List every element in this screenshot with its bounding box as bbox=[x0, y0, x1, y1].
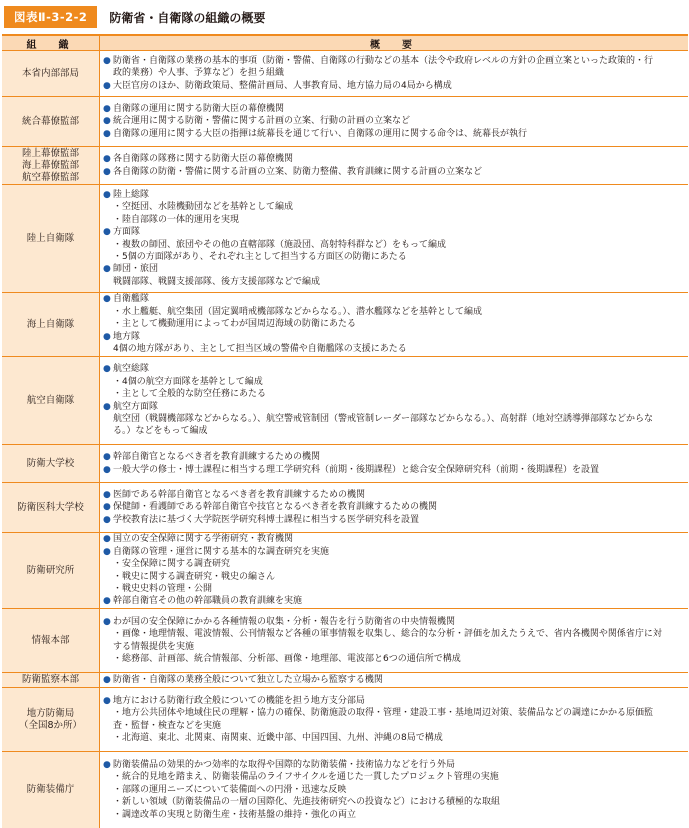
bullet-icon: ● bbox=[103, 489, 111, 500]
bullet-icon: ● bbox=[103, 674, 111, 685]
organization-cell bbox=[2, 673, 100, 687]
bullet-item bbox=[103, 80, 684, 92]
bullet-text: 各自衛隊の防衛・警備に関する計画の立案、防衛力整備、教育訓練に関する計画の立案など bbox=[113, 166, 483, 177]
bullet-text: 航空総隊 bbox=[113, 364, 150, 375]
organization-cell bbox=[2, 483, 100, 532]
organization-cell bbox=[2, 688, 100, 751]
bullet-text: 自衛隊の運用に関する大臣の指揮は統幕長を通じて行い、自衛隊の運用に関する命令は、統幕長が執行 bbox=[113, 128, 528, 139]
bullet-text: 防衛省・自衛隊の業務の基本的事項（防衛・警備、自衛隊の行動などの基本（法令や政府レベルの方針の企画立案といった政策的・行 bbox=[113, 55, 654, 66]
bullet-text: 保健師・看護師である幹部自衛官や技官となるべき者を教育訓練するための機関 bbox=[113, 502, 438, 513]
organization-name: 防衛研究所 bbox=[26, 564, 75, 576]
overview-cell bbox=[100, 185, 688, 292]
overview-cell bbox=[100, 97, 688, 146]
bullet-icon: ● bbox=[103, 103, 111, 114]
bullet-item bbox=[103, 451, 684, 463]
organization-name: 防衛大学校 bbox=[26, 457, 75, 469]
bullet-text: 一般大学の修士・博士課程に相当する理工学研究科（前期・後期課程）と総合安全保障研究科（前期・後期課程）を設置 bbox=[113, 464, 600, 475]
sub-item: ・安全保障に関する調査研究 bbox=[113, 559, 231, 570]
table-row bbox=[2, 357, 688, 445]
overview-cell bbox=[100, 673, 688, 687]
organization-cell bbox=[2, 51, 100, 96]
organization-cell bbox=[2, 97, 100, 146]
bullet-text: 師団・旅団 bbox=[113, 264, 159, 275]
organization-name: 航空自衛隊 bbox=[26, 394, 75, 406]
bullet-text: 学校教育法に基づく大学院医学研究科博士課程に相当する医学研究科を設置 bbox=[113, 514, 420, 525]
continuation-text: る。）などをもって編成 bbox=[113, 426, 208, 437]
bullet-item bbox=[103, 674, 684, 686]
bullet-icon: ● bbox=[103, 166, 111, 177]
organization-name: 統合幕僚監部 bbox=[21, 115, 79, 127]
table-row bbox=[2, 97, 688, 147]
overview-cell bbox=[100, 533, 688, 608]
bullet-text: 防衛装備品の効果的かつ効率的な取得や国際的な防衛装備・技術協力などを行う外局 bbox=[113, 759, 456, 770]
bullet-item bbox=[103, 115, 684, 127]
sub-item: ・複数の師団、旅団やその他の直轄部隊（施設団、高射特科群など）をもって編成 bbox=[113, 239, 447, 250]
sub-item: ・5個の方面隊があり、それぞれ主として担当する方面区の防衛にあたる bbox=[113, 251, 407, 262]
sub-item: ・空挺団、水陸機動団などを基幹として編成 bbox=[113, 202, 294, 213]
organization-name: 防衛監察本部 bbox=[21, 674, 79, 685]
bullet-text: 幹部自衛官となるべき者を教育訓練するための機関 bbox=[113, 452, 321, 463]
organization-name: 本省内部部局 bbox=[21, 67, 79, 79]
bullet-icon: ● bbox=[103, 401, 111, 412]
bullet-text: 自衛艦隊 bbox=[113, 294, 150, 305]
overview-cell bbox=[100, 445, 688, 482]
overview-cell bbox=[100, 357, 688, 444]
bullet-icon: ● bbox=[103, 55, 111, 66]
bullet-icon: ● bbox=[103, 464, 111, 475]
bullet-text: 統合運用に関する防衛・警備に関する計画の立案、行動の計画の立案など bbox=[113, 116, 411, 127]
continuation-text: 航空団（戦闘機部隊などからなる。）、航空警戒管制団（警戒管制レーダー部隊などからなる。）、高射群（地対空誘導弾部隊などからな bbox=[113, 413, 654, 424]
bullet-item bbox=[103, 595, 684, 607]
sub-item: ・戦史史料の管理・公開 bbox=[113, 583, 213, 594]
organization-cell bbox=[2, 293, 100, 356]
figure-title: 防衛省・自衛隊の組織の概要 bbox=[109, 10, 266, 25]
bullet-item bbox=[103, 166, 684, 178]
sub-item: ・新しい領域（防衛装備品の一層の国際化、先進技術研究への投資など）における積極的な取組 bbox=[113, 797, 501, 808]
organization-name: 陸上幕僚監部 bbox=[21, 147, 79, 159]
sub-item: ・水上艦艇、航空集団（固定翼哨戒機部隊などからなる。）、潜水艦隊などを基幹として編成 bbox=[113, 306, 483, 317]
organization-name: 航空幕僚監部 bbox=[21, 171, 79, 183]
organization-name: （全国8か所） bbox=[18, 719, 83, 731]
table-row bbox=[2, 51, 688, 97]
bullet-item bbox=[103, 695, 684, 707]
organization-cell bbox=[2, 609, 100, 672]
bullet-icon: ● bbox=[103, 502, 111, 513]
organization-name: 防衛医科大学校 bbox=[17, 501, 84, 513]
bullet-icon: ● bbox=[103, 695, 111, 706]
figure-label: 図表Ⅱ-3-2-2 bbox=[4, 6, 97, 28]
header-overview: 概 要 bbox=[370, 39, 418, 51]
overview-cell bbox=[100, 147, 688, 184]
overview-cell bbox=[100, 51, 688, 96]
table-row bbox=[2, 533, 688, 609]
bullet-text: 大臣官房のほか、防衛政策局、整備計画局、人事教育局、地方協力局の4局から構成 bbox=[113, 80, 452, 91]
table-row bbox=[2, 609, 688, 673]
bullet-item bbox=[103, 263, 684, 275]
bullet-item bbox=[103, 128, 684, 140]
table-row bbox=[2, 445, 688, 483]
bullet-text: 陸上総隊 bbox=[113, 189, 150, 200]
overview-cell bbox=[100, 483, 688, 532]
continuation-text: 政的業務）や人事、予算など）を担う組織 bbox=[113, 68, 285, 79]
bullet-icon: ● bbox=[103, 596, 111, 607]
organization-cell bbox=[2, 147, 100, 184]
bullet-icon: ● bbox=[103, 331, 111, 342]
sub-item: ・統合的見地を踏まえ、防衛装備品のライフサイクルを通じた一貫したプロジェクト管理の実施 bbox=[113, 772, 499, 783]
sub-item: ・調達改革の実現と防衛生産・技術基盤の維持・強化の両立 bbox=[113, 809, 357, 820]
bullet-icon: ● bbox=[103, 80, 111, 91]
table-body bbox=[2, 51, 688, 828]
bullet-icon: ● bbox=[103, 189, 111, 200]
bullet-icon: ● bbox=[103, 264, 111, 275]
sub-item: ・地方公共団体や地域住民の理解・協力の確保、防衛施設の取得・管理・建設工事・基地周辺対策、装備品などの調達にかかる原価監 bbox=[113, 708, 654, 719]
figure-header bbox=[0, 0, 689, 34]
bullet-text: 方面隊 bbox=[113, 227, 141, 238]
organization-table bbox=[2, 34, 688, 820]
table-row bbox=[2, 752, 688, 828]
overview-cell bbox=[100, 752, 688, 828]
header-organization: 組 織 bbox=[2, 36, 100, 50]
bullet-text: 自衛隊の運用に関する防衛大臣の幕僚機関 bbox=[113, 103, 285, 114]
bullet-icon: ● bbox=[103, 616, 111, 627]
organization-name: 地方防衛局 bbox=[26, 707, 75, 719]
bullet-text: 国立の安全保障に関する学術研究・教育機関 bbox=[113, 534, 294, 545]
sub-item: ・北海道、東北、北関東、南関東、近畿中部、中国四国、九州、沖縄の8局で構成 bbox=[113, 732, 443, 743]
bullet-icon: ● bbox=[103, 364, 111, 375]
sub-item: ・主として全般的な防空任務にあたる bbox=[113, 389, 267, 400]
bullet-icon: ● bbox=[103, 128, 111, 139]
bullet-icon: ● bbox=[103, 546, 111, 557]
sub-item: ・4個の航空方面隊を基幹として編成 bbox=[113, 376, 263, 387]
bullet-text: 各自衛隊の隊務に関する防衛大臣の幕僚機関 bbox=[113, 154, 294, 165]
bullet-item bbox=[103, 489, 684, 501]
bullet-text: 航空方面隊 bbox=[113, 401, 159, 412]
table-row bbox=[2, 185, 688, 293]
organization-name: 防衛装備庁 bbox=[26, 784, 75, 795]
bullet-item bbox=[103, 55, 684, 67]
sub-item: ・陸自部隊の一体的運用を実現 bbox=[113, 214, 240, 225]
bullet-text: 医師である幹部自衛官となるべき者を教育訓練するための機関 bbox=[113, 489, 366, 500]
organization-name: 海上自衛隊 bbox=[26, 318, 75, 330]
overview-cell bbox=[100, 293, 688, 356]
organization-cell bbox=[2, 445, 100, 482]
bullet-icon: ● bbox=[103, 534, 111, 545]
bullet-icon: ● bbox=[103, 116, 111, 127]
sub-item: ・総務部、計画部、統合情報部、分析部、画像・地理部、電波部と6つの通信所で構成 bbox=[113, 653, 461, 664]
sub-item: ・部隊の運用ニーズについて装備面への円滑・迅速な反映 bbox=[113, 784, 347, 795]
bullet-item bbox=[103, 533, 684, 545]
bullet-icon: ● bbox=[103, 514, 111, 525]
overview-cell bbox=[100, 688, 688, 751]
organization-name: 海上幕僚監部 bbox=[21, 159, 79, 171]
bullet-icon: ● bbox=[103, 759, 111, 770]
bullet-item bbox=[103, 103, 684, 115]
bullet-item bbox=[103, 616, 684, 628]
bullet-icon: ● bbox=[103, 452, 111, 463]
organization-cell bbox=[2, 752, 100, 828]
sub-item: 査・監督・検査などを実施 bbox=[113, 720, 222, 731]
bullet-item bbox=[103, 546, 684, 558]
sub-item: ・画像・地理情報、電波情報、公刊情報など各種の軍事情報を収集し、総合的な分析・評価を加えたうえで、省内各機関や関係省庁に対 bbox=[113, 629, 662, 640]
bullet-icon: ● bbox=[103, 154, 111, 165]
bullet-text: 自衛隊の管理・運営に関する基本的な調査研究を実施 bbox=[113, 546, 330, 557]
table-row bbox=[2, 293, 688, 357]
organization-cell bbox=[2, 357, 100, 444]
sub-item: ・戦史に関する調査研究・戦史の編さん bbox=[113, 571, 276, 582]
bullet-item bbox=[103, 401, 684, 413]
bullet-item bbox=[103, 514, 684, 526]
table-header-row bbox=[2, 36, 688, 51]
continuation-text: 戦闘部隊、戦闘支援部隊、後方支援部隊などで編成 bbox=[113, 276, 321, 287]
table-row bbox=[2, 147, 688, 185]
organization-name: 陸上自衛隊 bbox=[26, 232, 75, 244]
bullet-item bbox=[103, 759, 684, 771]
table-row bbox=[2, 688, 688, 752]
bullet-icon: ● bbox=[103, 294, 111, 305]
bullet-text: 地方における防衛行政全般についての機能を担う地方支分部局 bbox=[113, 695, 365, 706]
bullet-text: わが国の安全保障にかかる各種情報の収集・分析・報告を行う防衛省の中央情報機関 bbox=[113, 616, 456, 627]
bullet-text: 地方隊 bbox=[113, 331, 141, 342]
bullet-text: 幹部自衛官その他の幹部職員の教育訓練を実施 bbox=[113, 596, 303, 607]
bullet-item bbox=[103, 501, 684, 513]
sub-item: する情報提供を実施 bbox=[113, 641, 195, 652]
bullet-item bbox=[103, 189, 684, 201]
organization-cell bbox=[2, 533, 100, 608]
table-row bbox=[2, 483, 688, 533]
bullet-item bbox=[103, 363, 684, 375]
bullet-item bbox=[103, 331, 684, 343]
bullet-item bbox=[103, 226, 684, 238]
bullet-item bbox=[103, 153, 684, 165]
bullet-item bbox=[103, 464, 684, 476]
bullet-text: 防衛省・自衛隊の業務全般について独立した立場から監察する機関 bbox=[113, 674, 383, 685]
bullet-item bbox=[103, 293, 684, 305]
organization-cell bbox=[2, 185, 100, 292]
overview-cell bbox=[100, 609, 688, 672]
sub-item: ・主として機動運用によってわが国周辺海域の防衛にあたる bbox=[113, 319, 357, 330]
continuation-text: 4個の地方隊があり、主として担当区域の警備や自衛艦隊の支援にあたる bbox=[113, 344, 407, 355]
bullet-icon: ● bbox=[103, 227, 111, 238]
organization-name: 情報本部 bbox=[31, 634, 70, 646]
table-row bbox=[2, 673, 688, 688]
